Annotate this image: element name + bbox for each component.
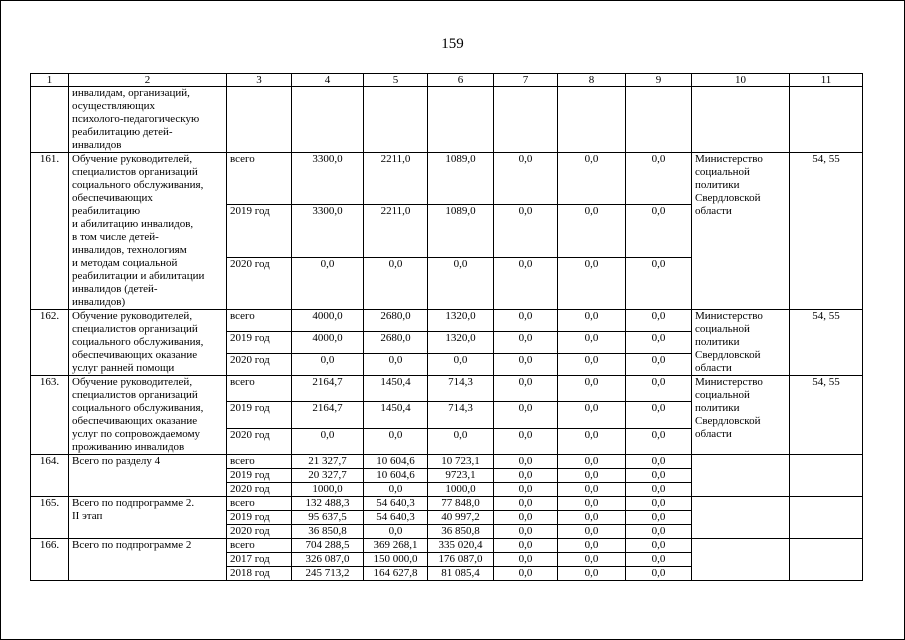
value-cell: 21 327,7	[292, 455, 364, 469]
period-cell: 2019 год	[227, 469, 292, 483]
value-cell: 2164,7	[292, 402, 364, 428]
continuation-row	[31, 87, 863, 153]
value-cell: 0,0	[494, 511, 558, 525]
value-cell: 1089,0	[428, 153, 494, 205]
row-number: 166.	[31, 539, 69, 581]
value-cell: 0,0	[364, 525, 428, 539]
value-cell: 0,0	[558, 376, 626, 402]
col-header: 9	[626, 74, 692, 87]
value-cell: 0,0	[494, 205, 558, 257]
period-cell: 2019 год	[227, 205, 292, 257]
value-cell: 20 327,7	[292, 469, 364, 483]
value-cell: 0,0	[558, 483, 626, 497]
value-cell: 2164,7	[292, 376, 364, 402]
value-cell: 150 000,0	[364, 553, 428, 567]
period-cell: 2020 год	[227, 428, 292, 454]
value-cell: 0,0	[626, 332, 692, 354]
value-cell: 0,0	[558, 553, 626, 567]
value-cell: 1000,0	[428, 483, 494, 497]
refs-cell: 54, 55	[790, 153, 863, 310]
value-cell: 0,0	[558, 511, 626, 525]
value-cell: 0,0	[626, 455, 692, 469]
value-cell: 1320,0	[428, 332, 494, 354]
table-row	[31, 310, 863, 332]
value-cell: 9723,1	[428, 469, 494, 483]
value-cell: 0,0	[558, 567, 626, 581]
value-cell: 0,0	[364, 483, 428, 497]
value-cell: 0,0	[626, 553, 692, 567]
col-header: 11	[790, 74, 863, 87]
value-cell: 54 640,3	[364, 511, 428, 525]
value-cell: 10 604,6	[364, 455, 428, 469]
value-cell: 0,0	[494, 497, 558, 511]
col-header: 6	[428, 74, 494, 87]
value-cell: 0,0	[626, 354, 692, 376]
executor-cell	[692, 539, 790, 581]
value-cell: 0,0	[292, 354, 364, 376]
value-cell: 0,0	[626, 428, 692, 454]
value-cell: 176 087,0	[428, 553, 494, 567]
period-cell: всего	[227, 497, 292, 511]
value-cell: 0,0	[428, 354, 494, 376]
value-cell: 0,0	[626, 511, 692, 525]
value-cell: 0,0	[494, 525, 558, 539]
period-cell: 2020 год	[227, 257, 292, 309]
value-cell: 0,0	[626, 402, 692, 428]
page-number: 159	[441, 36, 464, 52]
period-cell: всего	[227, 153, 292, 205]
value-cell: 81 085,4	[428, 567, 494, 581]
value-cell: 0,0	[558, 455, 626, 469]
value-cell: 0,0	[494, 553, 558, 567]
measure-name: Обучение руководителей, специалистов организаций социального обслуживания, обеспечивающих оказание услуг по сопровождаемому проживанию инвалидов	[69, 376, 227, 455]
value-cell: 2680,0	[364, 310, 428, 332]
value-cell: 0,0	[626, 257, 692, 309]
measure-name: Обучение руководителей, специалистов организаций социального обслуживания, обеспечивающих оказание услуг ранней помощи	[69, 310, 227, 376]
value-cell: 335 020,4	[428, 539, 494, 553]
value-cell: 326 087,0	[292, 553, 364, 567]
value-cell: 0,0	[494, 310, 558, 332]
value-cell: 0,0	[494, 455, 558, 469]
column-number-row	[31, 74, 863, 87]
executor-cell: Министерство социальной политики Свердловской области	[692, 310, 790, 376]
value-cell: 0,0	[558, 153, 626, 205]
value-cell: 0,0	[626, 310, 692, 332]
program-table	[30, 73, 863, 581]
value-cell: 704 288,5	[292, 539, 364, 553]
value-cell: 10 604,6	[364, 469, 428, 483]
value-cell: 0,0	[494, 483, 558, 497]
row-number: 165.	[31, 497, 69, 539]
value-cell: 0,0	[494, 354, 558, 376]
period-cell: всего	[227, 455, 292, 469]
value-cell: 1320,0	[428, 310, 494, 332]
row-number: 164.	[31, 455, 69, 497]
value-cell: 0,0	[558, 310, 626, 332]
value-cell: 164 627,8	[364, 567, 428, 581]
value-cell: 2211,0	[364, 153, 428, 205]
value-cell: 4000,0	[292, 310, 364, 332]
value-cell: 0,0	[558, 469, 626, 483]
value-cell: 3300,0	[292, 205, 364, 257]
value-cell: 0,0	[494, 257, 558, 309]
value-cell: 10 723,1	[428, 455, 494, 469]
col-header: 8	[558, 74, 626, 87]
value-cell: 0,0	[626, 376, 692, 402]
value-cell: 132 488,3	[292, 497, 364, 511]
value-cell: 95 637,5	[292, 511, 364, 525]
refs-cell: 54, 55	[790, 310, 863, 376]
period-cell: 2019 год	[227, 332, 292, 354]
measure-name: Всего по подпрограмме 2. II этап	[69, 497, 227, 539]
value-cell: 0,0	[292, 257, 364, 309]
value-cell: 1450,4	[364, 376, 428, 402]
col-header: 3	[227, 74, 292, 87]
value-cell: 2680,0	[364, 332, 428, 354]
table-row	[31, 539, 863, 553]
refs-cell	[790, 497, 863, 539]
value-cell: 1450,4	[364, 402, 428, 428]
period-cell: 2018 год	[227, 567, 292, 581]
value-cell: 0,0	[428, 257, 494, 309]
period-cell: 2019 год	[227, 511, 292, 525]
table-row	[31, 497, 863, 511]
value-cell: 0,0	[558, 497, 626, 511]
executor-cell: Министерство социальной политики Свердловской области	[692, 376, 790, 455]
value-cell: 0,0	[626, 205, 692, 257]
value-cell: 0,0	[494, 153, 558, 205]
value-cell: 0,0	[558, 354, 626, 376]
refs-cell	[790, 455, 863, 497]
col-header: 10	[692, 74, 790, 87]
value-cell: 2211,0	[364, 205, 428, 257]
table-row	[31, 455, 863, 469]
value-cell: 0,0	[494, 428, 558, 454]
period-cell: 2020 год	[227, 525, 292, 539]
value-cell: 0,0	[292, 428, 364, 454]
value-cell: 0,0	[626, 539, 692, 553]
measure-name: Всего по разделу 4	[69, 455, 227, 497]
value-cell: 0,0	[364, 257, 428, 309]
value-cell: 0,0	[428, 428, 494, 454]
refs-cell: 54, 55	[790, 376, 863, 455]
value-cell: 0,0	[364, 428, 428, 454]
row-number: 161.	[31, 153, 69, 310]
col-header: 7	[494, 74, 558, 87]
value-cell: 0,0	[364, 354, 428, 376]
refs-cell	[790, 539, 863, 581]
executor-cell	[692, 455, 790, 497]
col-header: 1	[31, 74, 69, 87]
value-cell: 1089,0	[428, 205, 494, 257]
value-cell: 0,0	[558, 257, 626, 309]
value-cell: 0,0	[558, 402, 626, 428]
executor-cell: Министерство социальной политики Свердловской области	[692, 153, 790, 310]
period-cell: 2020 год	[227, 483, 292, 497]
value-cell: 3300,0	[292, 153, 364, 205]
value-cell: 0,0	[494, 332, 558, 354]
period-cell: 2020 год	[227, 354, 292, 376]
value-cell: 0,0	[626, 525, 692, 539]
row-number: 163.	[31, 376, 69, 455]
value-cell: 36 850,8	[428, 525, 494, 539]
value-cell: 0,0	[494, 567, 558, 581]
value-cell: 0,0	[626, 567, 692, 581]
col-header: 5	[364, 74, 428, 87]
period-cell: всего	[227, 310, 292, 332]
table-row	[31, 153, 863, 205]
value-cell: 36 850,8	[292, 525, 364, 539]
value-cell: 0,0	[626, 469, 692, 483]
value-cell: 0,0	[558, 428, 626, 454]
value-cell: 0,0	[558, 332, 626, 354]
row-number: 162.	[31, 310, 69, 376]
value-cell: 369 268,1	[364, 539, 428, 553]
value-cell: 0,0	[494, 376, 558, 402]
value-cell: 0,0	[494, 469, 558, 483]
value-cell: 714,3	[428, 376, 494, 402]
table-row	[31, 376, 863, 402]
value-cell: 1000,0	[292, 483, 364, 497]
value-cell: 77 848,0	[428, 497, 494, 511]
period-cell: всего	[227, 376, 292, 402]
col-header: 2	[69, 74, 227, 87]
value-cell: 0,0	[494, 539, 558, 553]
col-header: 4	[292, 74, 364, 87]
value-cell: 4000,0	[292, 332, 364, 354]
value-cell: 0,0	[494, 402, 558, 428]
value-cell: 40 997,2	[428, 511, 494, 525]
value-cell: 0,0	[626, 497, 692, 511]
value-cell: 0,0	[626, 153, 692, 205]
measure-name: Всего по подпрограмме 2	[69, 539, 227, 581]
period-cell: 2019 год	[227, 402, 292, 428]
value-cell: 714,3	[428, 402, 494, 428]
value-cell: 0,0	[626, 483, 692, 497]
value-cell: 0,0	[558, 539, 626, 553]
continuation-name: инвалидам, организаций, осуществляющих психолого-педагогическую реабилитацию детей- инвалидов	[69, 87, 227, 153]
value-cell: 0,0	[558, 525, 626, 539]
period-cell: всего	[227, 539, 292, 553]
value-cell: 245 713,2	[292, 567, 364, 581]
value-cell: 0,0	[558, 205, 626, 257]
period-cell: 2017 год	[227, 553, 292, 567]
measure-name: Обучение руководителей, специалистов организаций социального обслуживания, обеспечивающих реабилитацию и абилитацию инвалидов, в том числе детей- инвалидов, технологиям и методам социальной реабилитации и абилитации инвалидов (детей- инвалидов)	[69, 153, 227, 310]
value-cell: 54 640,3	[364, 497, 428, 511]
executor-cell	[692, 497, 790, 539]
